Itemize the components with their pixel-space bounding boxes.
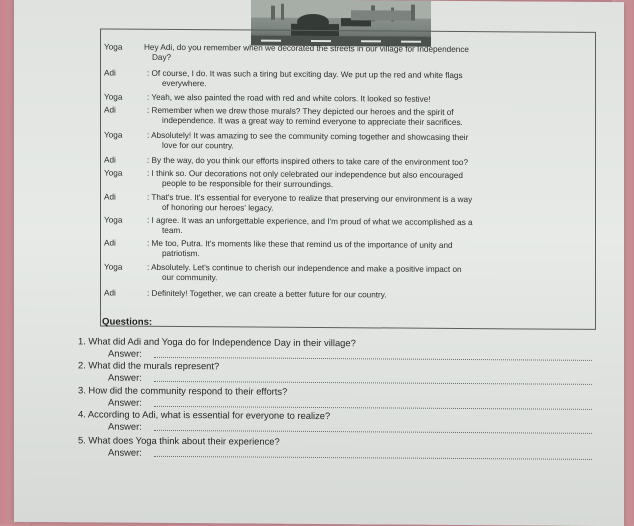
- answer-label: Answer:: [108, 347, 142, 359]
- dialogue-line: : Yeah, we also painted the road with red and white colors. It looked so festive!: [147, 92, 431, 104]
- answer-label: Answer:: [108, 396, 142, 408]
- questions-title: Questions:: [102, 316, 153, 328]
- dialogue-line: : Of course, I do. It was such a tiring but exciting day. We put up the red and white flags: [147, 68, 463, 81]
- answer-line[interactable]: [154, 357, 592, 361]
- question-4: 4. According to Adi, what is essential for everyone to realize?: [78, 408, 331, 422]
- dialogue-line: of honoring our heroes' legacy.: [162, 202, 274, 213]
- dialogue-speaker: Yoga: [104, 42, 123, 52]
- dialogue-line: : Absolutely! It was amazing to see the community coming together and showcasing their: [147, 130, 469, 143]
- dialogue-speaker: Yoga: [104, 215, 123, 225]
- dialogue-line: : Absolutely. Let's continue to cherish our independence and make a positive impact on: [147, 262, 462, 274]
- dialogue-line: everywhere.: [162, 78, 207, 89]
- dialogue-speaker: Adi: [104, 192, 116, 202]
- answer-line[interactable]: [154, 430, 592, 434]
- dialogue-speaker: Yoga: [104, 92, 123, 102]
- worksheet-page: [14, 0, 624, 526]
- question-5: 5. What does Yoga think about their experience?: [78, 434, 280, 447]
- dialogue-speaker: Adi: [104, 68, 116, 78]
- dialogue-line: Hey Adi, do you remember when we decorated the streets in our village for Independence: [144, 42, 469, 55]
- dialogue-speaker: Adi: [104, 155, 116, 165]
- dialogue-line: : By the way, do you think our efforts inspired others to take care of the environment too?: [147, 155, 469, 168]
- question-1: 1. What did Adi and Yoga do for Independence Day in their village?: [78, 335, 356, 349]
- dialogue-speaker: Yoga: [104, 262, 123, 272]
- dialogue-line: independence. It was a great way to remind everyone to appreciate their sacrifices.: [162, 115, 463, 128]
- dialogue-speaker: Adi: [104, 238, 116, 248]
- dialogue-line: team.: [162, 225, 183, 236]
- dialogue-line: : I agree. It was an unforgettable experience, and I'm proud of what we accomplished as a: [147, 215, 473, 228]
- dialogue-line: our community.: [162, 272, 218, 283]
- dialogue-line: : Definitely! Together, we can create a better future for our country.: [147, 288, 387, 300]
- answer-line[interactable]: [154, 456, 592, 460]
- dialogue-line: : I think so. Our decorations not only celebrated our independence but also encouraged: [147, 168, 463, 181]
- dialogue-line: love for our country.: [162, 140, 234, 151]
- dialogue-line: : Remember when we drew those murals? They depicted our heroes and the spirit of: [147, 105, 454, 117]
- question-2: 2. What did the murals represent?: [78, 359, 220, 372]
- dialogue-line: Day?: [152, 52, 172, 62]
- dialogue-line: people to be responsible for their surroundings.: [162, 178, 334, 190]
- dialogue-line: patriotism.: [162, 248, 200, 259]
- answer-label: Answer:: [108, 446, 142, 458]
- question-3: 3. How did the community respond to their efforts?: [78, 384, 288, 397]
- answer-label: Answer:: [108, 420, 142, 432]
- answer-line[interactable]: [154, 381, 592, 385]
- dialogue-speaker: Yoga: [104, 168, 123, 178]
- answer-label: Answer:: [108, 371, 142, 383]
- dialogue-line: : That's true. It's essential for everyone to realize that preserving our environment is a way: [147, 192, 473, 205]
- dialogue-speaker: Adi: [104, 105, 116, 115]
- dialogue-speaker: Adi: [104, 288, 116, 298]
- dialogue-speaker: Yoga: [104, 130, 123, 140]
- dialogue-line: : Me too, Putra. It's moments like these that remind us of the importance of unity and: [147, 238, 453, 250]
